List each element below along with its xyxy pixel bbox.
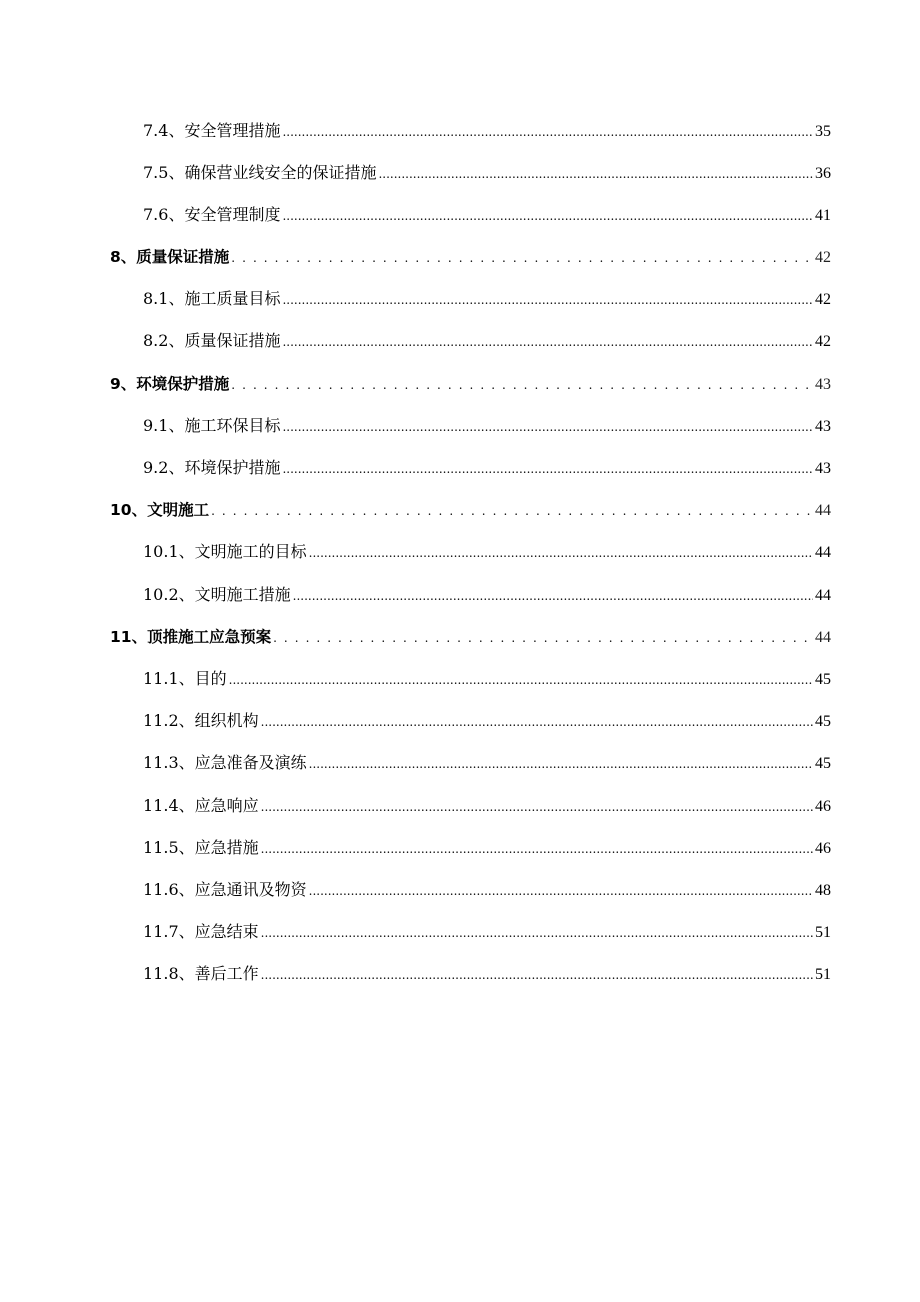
toc-entry-10-1[interactable]	[143, 538, 831, 566]
toc-page-number: 51	[815, 966, 831, 983]
toc-page-number: 48	[815, 882, 831, 899]
toc-entry-label: 9.1、施工环保目标	[143, 416, 281, 435]
toc-page-number: 36	[815, 165, 831, 182]
toc-dot-leader	[261, 708, 813, 736]
toc-entry-11-2[interactable]	[143, 707, 831, 735]
toc-dot-leader	[378, 160, 813, 188]
toc-page-number: 43	[815, 376, 831, 393]
toc-page-number: 44	[815, 502, 831, 519]
toc-page-number: 44	[815, 587, 831, 604]
toc-dot-leader	[211, 497, 813, 525]
toc-page-number: 42	[815, 333, 831, 350]
toc-entry-label: 11.5、应急措施	[143, 838, 259, 857]
toc-entry-11-1[interactable]	[143, 665, 831, 693]
toc-dot-leader	[309, 539, 813, 567]
toc-dot-leader	[261, 835, 813, 863]
toc-entry-label: 11.6、应急通讯及物资	[143, 880, 307, 899]
toc-dot-leader	[282, 202, 813, 230]
toc-entry-11-6[interactable]	[143, 876, 831, 904]
toc-entry-10[interactable]	[110, 496, 831, 524]
toc-dot-leader	[309, 750, 813, 778]
toc-entry-11[interactable]	[110, 623, 831, 651]
toc-entry-label: 7.6、安全管理制度	[143, 205, 281, 224]
toc-dot-leader	[293, 582, 813, 610]
toc-entry-9-2[interactable]	[143, 454, 831, 482]
toc-entry-label: 11.4、应急响应	[143, 796, 259, 815]
toc-entry-8[interactable]	[110, 243, 831, 271]
toc-dot-leader	[282, 286, 813, 314]
toc-page-number: 45	[815, 671, 831, 688]
toc-dot-leader	[309, 877, 813, 905]
toc-entry-11-7[interactable]	[143, 918, 831, 946]
toc-entry-10-2[interactable]	[143, 581, 831, 609]
toc-page-number: 45	[815, 713, 831, 730]
toc-dot-leader	[231, 371, 813, 399]
toc-entry-label: 11、顶推施工应急预案	[110, 628, 272, 646]
toc-page-number: 45	[815, 755, 831, 772]
toc-page-number: 46	[815, 798, 831, 815]
toc-entry-label: 11.2、组织机构	[143, 711, 259, 730]
toc-dot-leader	[273, 624, 813, 652]
toc-entry-7-5[interactable]	[143, 159, 831, 187]
toc-entry-label: 11.7、应急结束	[143, 922, 259, 941]
toc-entry-label: 8.1、施工质量目标	[143, 289, 281, 308]
toc-dot-leader	[282, 413, 813, 441]
toc-page-number: 51	[815, 924, 831, 941]
toc-entry-7-6[interactable]	[143, 201, 831, 229]
toc-dot-leader	[282, 328, 813, 356]
toc-entry-label: 11.1、目的	[143, 669, 227, 688]
toc-entry-label: 10.1、文明施工的目标	[143, 542, 307, 561]
toc-entry-11-3[interactable]	[143, 749, 831, 777]
toc-page-number: 42	[815, 249, 831, 266]
toc-dot-leader	[261, 793, 813, 821]
toc-entry-9[interactable]	[110, 370, 831, 398]
toc-entry-label: 7.5、确保营业线安全的保证措施	[143, 163, 377, 182]
toc-page-number: 41	[815, 207, 831, 224]
toc-dot-leader	[231, 244, 813, 272]
toc-dot-leader	[229, 666, 813, 694]
toc-entry-label: 9、环境保护措施	[110, 375, 230, 393]
toc-entry-label: 7.4、安全管理措施	[143, 121, 281, 140]
toc-page-number: 43	[815, 460, 831, 477]
toc-entry-11-5[interactable]	[143, 834, 831, 862]
toc-entry-label: 10、文明施工	[110, 501, 210, 519]
toc-dot-leader	[261, 961, 813, 989]
toc-page-number: 46	[815, 840, 831, 857]
toc-entry-label: 9.2、环境保护措施	[143, 458, 281, 477]
toc-dot-leader	[282, 118, 813, 146]
toc-entry-label: 11.8、善后工作	[143, 964, 259, 983]
toc-page-number: 43	[815, 418, 831, 435]
toc-entry-label: 10.2、文明施工措施	[143, 585, 291, 604]
toc-entry-8-1[interactable]	[143, 285, 831, 313]
toc-dot-leader	[261, 919, 813, 947]
toc-page-number: 35	[815, 123, 831, 140]
toc-entry-11-4[interactable]	[143, 792, 831, 820]
toc-page-number: 44	[815, 629, 831, 646]
toc-entry-11-8[interactable]	[143, 960, 831, 988]
toc-entry-7-4[interactable]	[143, 117, 831, 145]
toc-dot-leader	[282, 455, 813, 483]
toc-page-number: 42	[815, 291, 831, 308]
toc-page-number: 44	[815, 544, 831, 561]
toc-entry-label: 8.2、质量保证措施	[143, 331, 281, 350]
toc-entry-label: 8、质量保证措施	[110, 248, 230, 266]
toc-entry-8-2[interactable]	[143, 327, 831, 355]
toc-entry-label: 11.3、应急准备及演练	[143, 753, 307, 772]
toc-entry-9-1[interactable]	[143, 412, 831, 440]
